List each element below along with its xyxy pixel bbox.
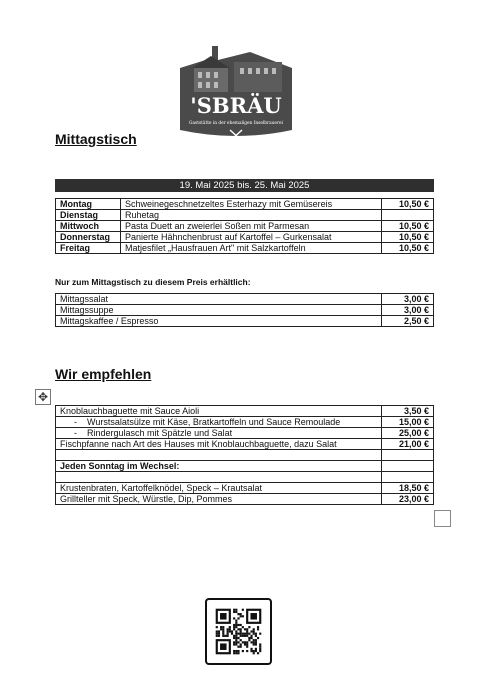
dish-name: Matjesfilet „Hausfrauen Art" mit Salzkartoffeln bbox=[121, 243, 382, 254]
table-row bbox=[56, 199, 434, 210]
recommendations-table bbox=[55, 405, 434, 505]
rec-price: 15,00 € bbox=[382, 417, 434, 428]
dish-name: Schweinegeschnetzeltes Esterhazy mit Gemüsereis bbox=[121, 199, 382, 210]
rec-item: Fischpfanne nach Art des Hauses mit Knoblauchbaguette, dazu Salat bbox=[56, 439, 382, 450]
extra-price: 3,00 € bbox=[382, 294, 434, 305]
logo-name: 'SBRÄU bbox=[190, 93, 282, 118]
move-icon[interactable]: ✥ bbox=[35, 389, 51, 405]
weekly-menu-table bbox=[55, 198, 434, 254]
rec-item bbox=[56, 417, 382, 428]
qr-code bbox=[205, 598, 272, 665]
table-row bbox=[56, 305, 434, 316]
dish-name: Ruhetag bbox=[121, 210, 382, 221]
rec-item: Krustenbraten, Kartoffelknödel, Speck – Krautsalat bbox=[56, 483, 382, 494]
bullet: - bbox=[74, 428, 77, 438]
extra-item: Mittagssalat bbox=[56, 294, 382, 305]
day-label: Montag bbox=[56, 199, 121, 210]
table-row bbox=[56, 294, 434, 305]
rec-item bbox=[56, 428, 382, 439]
rec-item: Knoblauchbaguette mit Sauce Aioli bbox=[56, 406, 382, 417]
bullet: - bbox=[74, 417, 77, 427]
table-row bbox=[56, 483, 434, 494]
rec-price: 3,50 € bbox=[382, 406, 434, 417]
table-row bbox=[56, 439, 434, 450]
dish-price: 10,50 € bbox=[382, 221, 434, 232]
resize-handle-icon[interactable] bbox=[434, 510, 451, 527]
table-row bbox=[56, 316, 434, 327]
extra-price: 2,50 € bbox=[382, 316, 434, 327]
dish-price: 10,50 € bbox=[382, 199, 434, 210]
table-row bbox=[56, 428, 434, 439]
extra-item: Mittagssuppe bbox=[56, 305, 382, 316]
dish-price: 10,50 € bbox=[382, 232, 434, 243]
rec-item: Grillteller mit Speck, Würstle, Dip, Pommes bbox=[56, 494, 382, 505]
day-label: Freitag bbox=[56, 243, 121, 254]
table-row bbox=[56, 243, 434, 254]
day-label: Dienstag bbox=[56, 210, 121, 221]
blank-cell bbox=[382, 472, 434, 483]
date-range-bar: 19. Mai 2025 bis. 25. Mai 2025 bbox=[55, 179, 434, 192]
mittagstisch-title: Mittagstisch bbox=[55, 131, 137, 147]
rec-price: 23,00 € bbox=[382, 494, 434, 505]
extras-table bbox=[55, 293, 434, 327]
recommendations-title: Wir empfehlen bbox=[55, 366, 152, 382]
table-row bbox=[56, 461, 434, 472]
rec-price: 18,50 € bbox=[382, 483, 434, 494]
logo-tagline: Gaststätte in der ehemaligen Inselbrauerei bbox=[189, 121, 283, 126]
blank-cell bbox=[56, 472, 382, 483]
blank-cell bbox=[382, 450, 434, 461]
rec-item-text: Wurstsalatsülze mit Käse, Bratkartoffeln und Sauce Remoulade bbox=[87, 417, 341, 427]
day-label: Mittwoch bbox=[56, 221, 121, 232]
table-row bbox=[56, 221, 434, 232]
brewery-logo bbox=[172, 38, 300, 150]
blank-cell bbox=[382, 461, 434, 472]
dish-price bbox=[382, 210, 434, 221]
table-row bbox=[56, 417, 434, 428]
table-row bbox=[56, 472, 434, 483]
blank-cell bbox=[56, 450, 382, 461]
table-row bbox=[56, 494, 434, 505]
rec-item-text: Rindergulasch mit Spätzle und Salat bbox=[87, 428, 233, 438]
extras-note: Nur zum Mittagstisch zu diesem Preis erhältlich: bbox=[55, 277, 251, 287]
rec-price: 21,00 € bbox=[382, 439, 434, 450]
table-row bbox=[56, 232, 434, 243]
table-row bbox=[56, 406, 434, 417]
table-row bbox=[56, 450, 434, 461]
group-heading: Jeden Sonntag im Wechsel: bbox=[56, 461, 382, 472]
dish-name: Panierte Hähnchenbrust auf Kartoffel – Gurkensalat bbox=[121, 232, 382, 243]
dish-name: Pasta Duett an zweierlei Soßen mit Parmesan bbox=[121, 221, 382, 232]
dish-price: 10,50 € bbox=[382, 243, 434, 254]
table-row bbox=[56, 210, 434, 221]
day-label: Donnerstag bbox=[56, 232, 121, 243]
extra-price: 3,00 € bbox=[382, 305, 434, 316]
rec-price: 25,00 € bbox=[382, 428, 434, 439]
extra-item: Mittagskaffee / Espresso bbox=[56, 316, 382, 327]
